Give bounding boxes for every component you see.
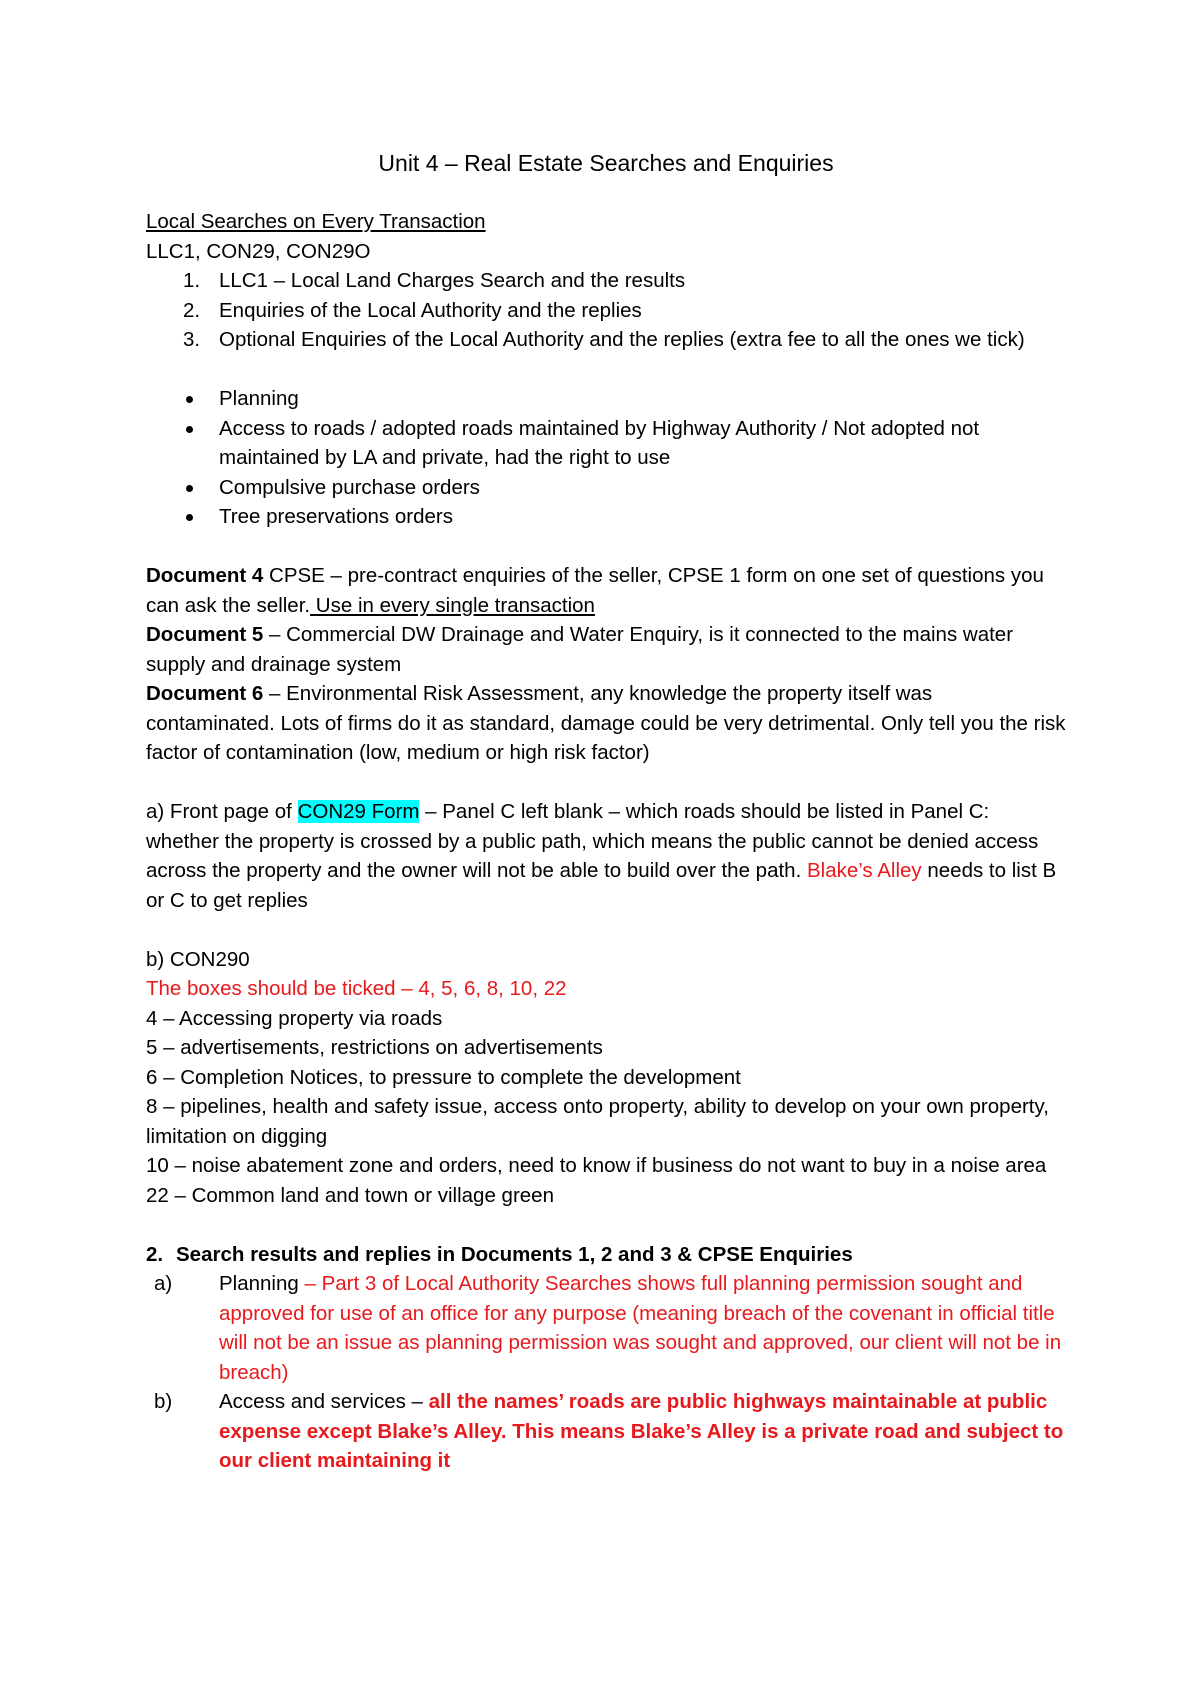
document-page: [146, 148, 1066, 1476]
bullet-icon: [186, 514, 193, 521]
section-2-item-b: b) Access and services – all the names’ roads are public highways maintainable at public expense except Blake’s Alley. This means Blake’s Alley is a private road and subject to our client maintaining it: [154, 1390, 1064, 1472]
section-2-heading: 2. Search results and replies in Documents 1, 2 and 3 & CPSE Enquiries: [146, 1242, 853, 1266]
bullet-item: Planning: [146, 384, 1066, 414]
bullet-item: Tree preservations orders: [146, 502, 1066, 532]
bullet-icon: [186, 485, 193, 492]
document-5-paragraph: Document 5 – Commercial DW Drainage and Water Enquiry, is it connected to the mains water supply and drainage system: [146, 623, 1014, 676]
box-line: 4 – Accessing property via roads: [146, 1006, 443, 1030]
part-b-heading: b) CON290: [146, 947, 250, 971]
numbered-item: 1. LLC1 – Local Land Charges Search and the results: [183, 269, 686, 292]
box-line: 8 – pipelines, health and safety issue, access onto property, ability to develop on your own property, limitation on digging: [146, 1095, 1049, 1148]
bullet-icon: [186, 396, 193, 403]
bullet-item: Access to roads / adopted roads maintained by Highway Authority / Not adopted not maintained by LA and private, had the right to use: [146, 414, 1066, 473]
box-line: 6 – Completion Notices, to pressure to complete the development: [146, 1065, 741, 1089]
local-searches-heading: Local Searches on Every Transaction: [146, 210, 486, 233]
box-line: 22 – Common land and town or village green: [146, 1183, 554, 1207]
ticked-boxes-note: The boxes should be ticked – 4, 5, 6, 8, 10, 22: [146, 977, 567, 1000]
bullet-icon: [186, 426, 193, 433]
con29-highlight: CON29 Form: [297, 800, 420, 823]
bullet-item: Compulsive purchase orders: [146, 473, 1066, 503]
part-a-paragraph: a) Front page of CON29 Form – Panel C left blank – which roads should be listed in Panel C: whether the property is crossed by a public path, which means the public cannot be denied access across the property and the owner will not be able to build over the path. Blake’s Alley needs to list B or C to get replies: [146, 800, 1057, 912]
document-6-paragraph: Document 6 – Environmental Risk Assessment, any knowledge the property itself was contaminated. Lots of firms do it as standard, damage could be very detrimental. Only tell you the risk factor of contamination (low, medium or high risk factor): [146, 682, 1066, 764]
box-line: 5 – advertisements, restrictions on advertisements: [146, 1036, 603, 1059]
forms-list: LLC1, CON29, CON29O: [146, 239, 371, 263]
document-4-paragraph: Document 4 CPSE – pre-contract enquiries of the seller, CPSE 1 form on one set of questions you can ask the seller. Use in every single transaction: [146, 564, 1044, 617]
page-title: Unit 4 – Real Estate Searches and Enquiries: [378, 150, 834, 176]
section-2-item-a: a) Planning – Part 3 of Local Authority Searches shows full planning permission sought and approved for use of an office for any purpose (meaning breach of the covenant in official title will not be an issue as planning permission was sought and approved, our client will not be in breach): [154, 1272, 1062, 1384]
numbered-item: 2. Enquiries of the Local Authority and the replies: [183, 298, 642, 322]
box-line: 10 – noise abatement zone and orders, need to know if business do not want to buy in a noise area: [146, 1154, 1047, 1177]
numbered-item: 3. Optional Enquiries of the Local Authority and the replies (extra fee to all the ones we tick): [183, 328, 1025, 351]
